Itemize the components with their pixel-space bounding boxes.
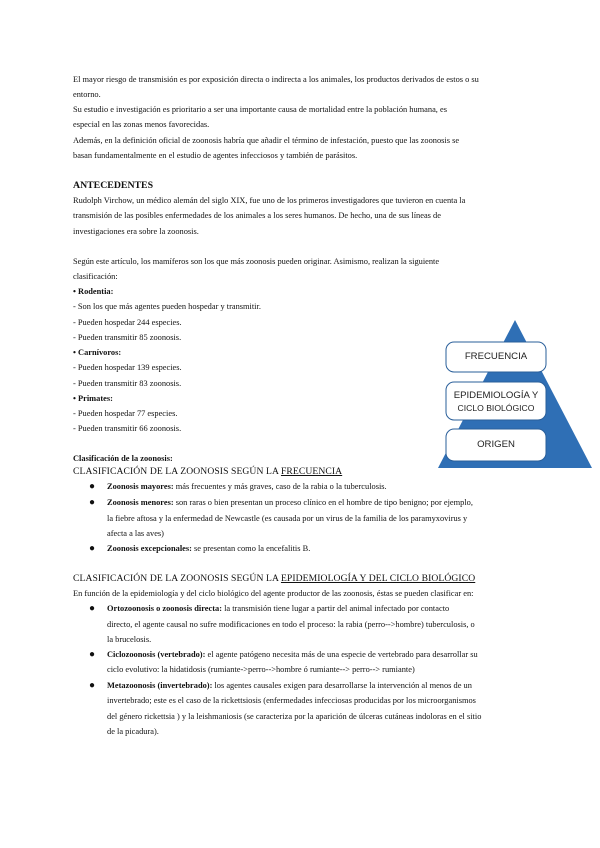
- freq-item-cont: afecta a las aves): [107, 529, 164, 538]
- epi-item: [107, 680, 472, 691]
- epi-item-cont: invertebrado; este es el caso de la rickettsiosis (enfermedades infecciosas producidas por los microorganismos: [107, 696, 476, 705]
- freq-item-text: más frecuentes y más graves, caso de la rabia o la tuberculosis.: [173, 482, 387, 491]
- frecuencia-heading-prefix: CLASIFICACIÓN DE LA ZOONOSIS SEGÚN LA: [73, 466, 281, 477]
- freq-item-term: Zoonosis menores:: [107, 498, 174, 507]
- epi-item-text: los agentes causales exigen para desarrollarse la intervención al menos de un: [212, 681, 472, 690]
- epi-item: [107, 649, 478, 660]
- freq-item-text: se presentan como la encefalitis B.: [191, 544, 311, 553]
- primates-line: - Pueden transmitir 66 zoonosis.: [73, 424, 182, 433]
- freq-item-term: Zoonosis mayores:: [107, 482, 174, 491]
- bullet-icon: ●: [89, 543, 96, 554]
- frecuencia-heading-link: FRECUENCIA: [280, 466, 343, 477]
- bullet-icon: ●: [89, 649, 96, 660]
- clasificacion-heading: Clasificación de la zoonosis:: [73, 454, 173, 463]
- carnivoros-title: • Carnívoros:: [73, 348, 122, 357]
- antecedentes-line: Rudolph Virchow, un médico alemán del siglo XIX, fue uno de los primeros investigadores que tuvieron en cuenta la: [73, 196, 466, 205]
- rodentia-line: - Pueden transmitir 85 zoonosis.: [73, 333, 182, 342]
- pyramid-label-top: FRECUENCIA: [464, 351, 528, 362]
- epidemiologia-heading-link: EPIDEMIOLOGÍA Y DEL CICLO BIOLÓGICO: [280, 573, 476, 584]
- antecedentes-line: transmisión de las posibles enfermedades de los animales a los seres humanos. De hecho, una de sus líneas de: [73, 211, 441, 220]
- epi-item-cont: de la picadura).: [107, 727, 159, 736]
- rodentia-line: - Son los que más agentes pueden hospedar y transmitir.: [73, 302, 261, 311]
- pyramid-label-bottom: ORIGEN: [477, 439, 515, 450]
- intro-line: Su estudio e investigación es prioritario a ser una importante causa de mortalidad entre la población humana, es: [73, 105, 447, 114]
- intro-line: especial en las zonas menos favorecidas.: [73, 120, 210, 129]
- pyramid-label-middle-2: CICLO BIOLÓGICO: [457, 403, 535, 413]
- pyramid-diagram: [436, 318, 594, 470]
- clasif-intro-line: Según este artículo, los mamíferos son los que más zoonosis pueden originar. Asimismo, realizan la siguiente: [73, 257, 440, 266]
- freq-item: [107, 543, 310, 554]
- bullet-icon: ●: [89, 680, 96, 691]
- intro-line: El mayor riesgo de transmisión es por exposición directa o indirecta a los animales, los productos derivados de estos o su: [73, 75, 479, 84]
- rodentia-line: - Pueden hospedar 244 especies.: [73, 318, 182, 327]
- intro-line: Además, en la definición oficial de zoonosis habría que añadir el término de infestación, puesto que las zoonosis se: [73, 136, 460, 145]
- primates-line: - Pueden hospedar 77 especies.: [73, 409, 178, 418]
- epidemiologia-heading: [73, 573, 475, 584]
- epi-item-text: el agente patógeno necesita más de una especie de vertebrado para desarrollar su: [205, 650, 478, 659]
- freq-item-term: Zoonosis excepcionales:: [107, 544, 192, 553]
- epi-item-cont: del género rickettsia ) y la leishmaniosis (se caracteriza por la aparición de úlceras cutáneas indoloras en el sitio: [107, 712, 482, 721]
- rodentia-title: • Rodentia:: [73, 287, 114, 296]
- carnivoros-line: - Pueden hospedar 139 especies.: [73, 363, 182, 372]
- carnivoros-line: - Pueden transmitir 83 zoonosis.: [73, 379, 182, 388]
- epi-item-cont: directo, el agente causal no sufre modificaciones en todo el proceso: la rabia (perro-->hombre) tuberculosis, o: [107, 620, 475, 629]
- bullet-icon: ●: [89, 603, 96, 614]
- epidemiologia-heading-prefix: CLASIFICACIÓN DE LA ZOONOSIS SEGÚN LA: [73, 573, 281, 584]
- pyramid-label-middle-1: EPIDEMIOLOGÍA Y: [453, 390, 539, 401]
- bullet-icon: ●: [89, 481, 96, 492]
- intro-line: basan fundamentalmente en el estudio de agentes infecciosos y también de parásitos.: [73, 151, 358, 160]
- epi-item-term: Ciclozoonosis (vertebrado):: [107, 650, 206, 659]
- epi-item-cont: la brucelosis.: [107, 635, 152, 644]
- clasif-intro-line: clasificación:: [73, 272, 118, 281]
- primates-title: • Primates:: [73, 394, 113, 403]
- epi-item-cont: ciclo evolutivo: la hidatidosis (rumiante->perro-->hombre ó rumiante--> perro--> rumiante): [107, 665, 415, 674]
- freq-item: [107, 497, 473, 508]
- epi-item-term: Metazoonosis (invertebrado):: [107, 681, 213, 690]
- bullet-icon: ●: [89, 497, 96, 508]
- epi-item: [107, 603, 449, 614]
- freq-item: [107, 481, 387, 492]
- antecedentes-heading: ANTECEDENTES: [73, 180, 154, 191]
- epidemiologia-intro: En función de la epidemiología y del ciclo biológico del agente productor de las zoonosis, éstas se pueden clasificar en:: [73, 589, 474, 598]
- freq-item-cont: la fiebre aftosa y la enfermedad de Newcastle (es causada por un virus de la familia de los paramyxovirus y: [107, 514, 468, 523]
- epi-item-text: la transmisión tiene lugar a partir del animal infectado por contacto: [222, 604, 450, 613]
- epi-item-term: Ortozoonosis o zoonosis directa:: [107, 604, 222, 613]
- freq-item-text: son raras o bien presentan un proceso clínico en el hombre de tipo benigno; por ejemplo,: [173, 498, 473, 507]
- antecedentes-line: investigaciones era sobre la zoonosis.: [73, 227, 199, 236]
- frecuencia-heading: [73, 466, 342, 477]
- intro-line: entorno.: [73, 90, 101, 99]
